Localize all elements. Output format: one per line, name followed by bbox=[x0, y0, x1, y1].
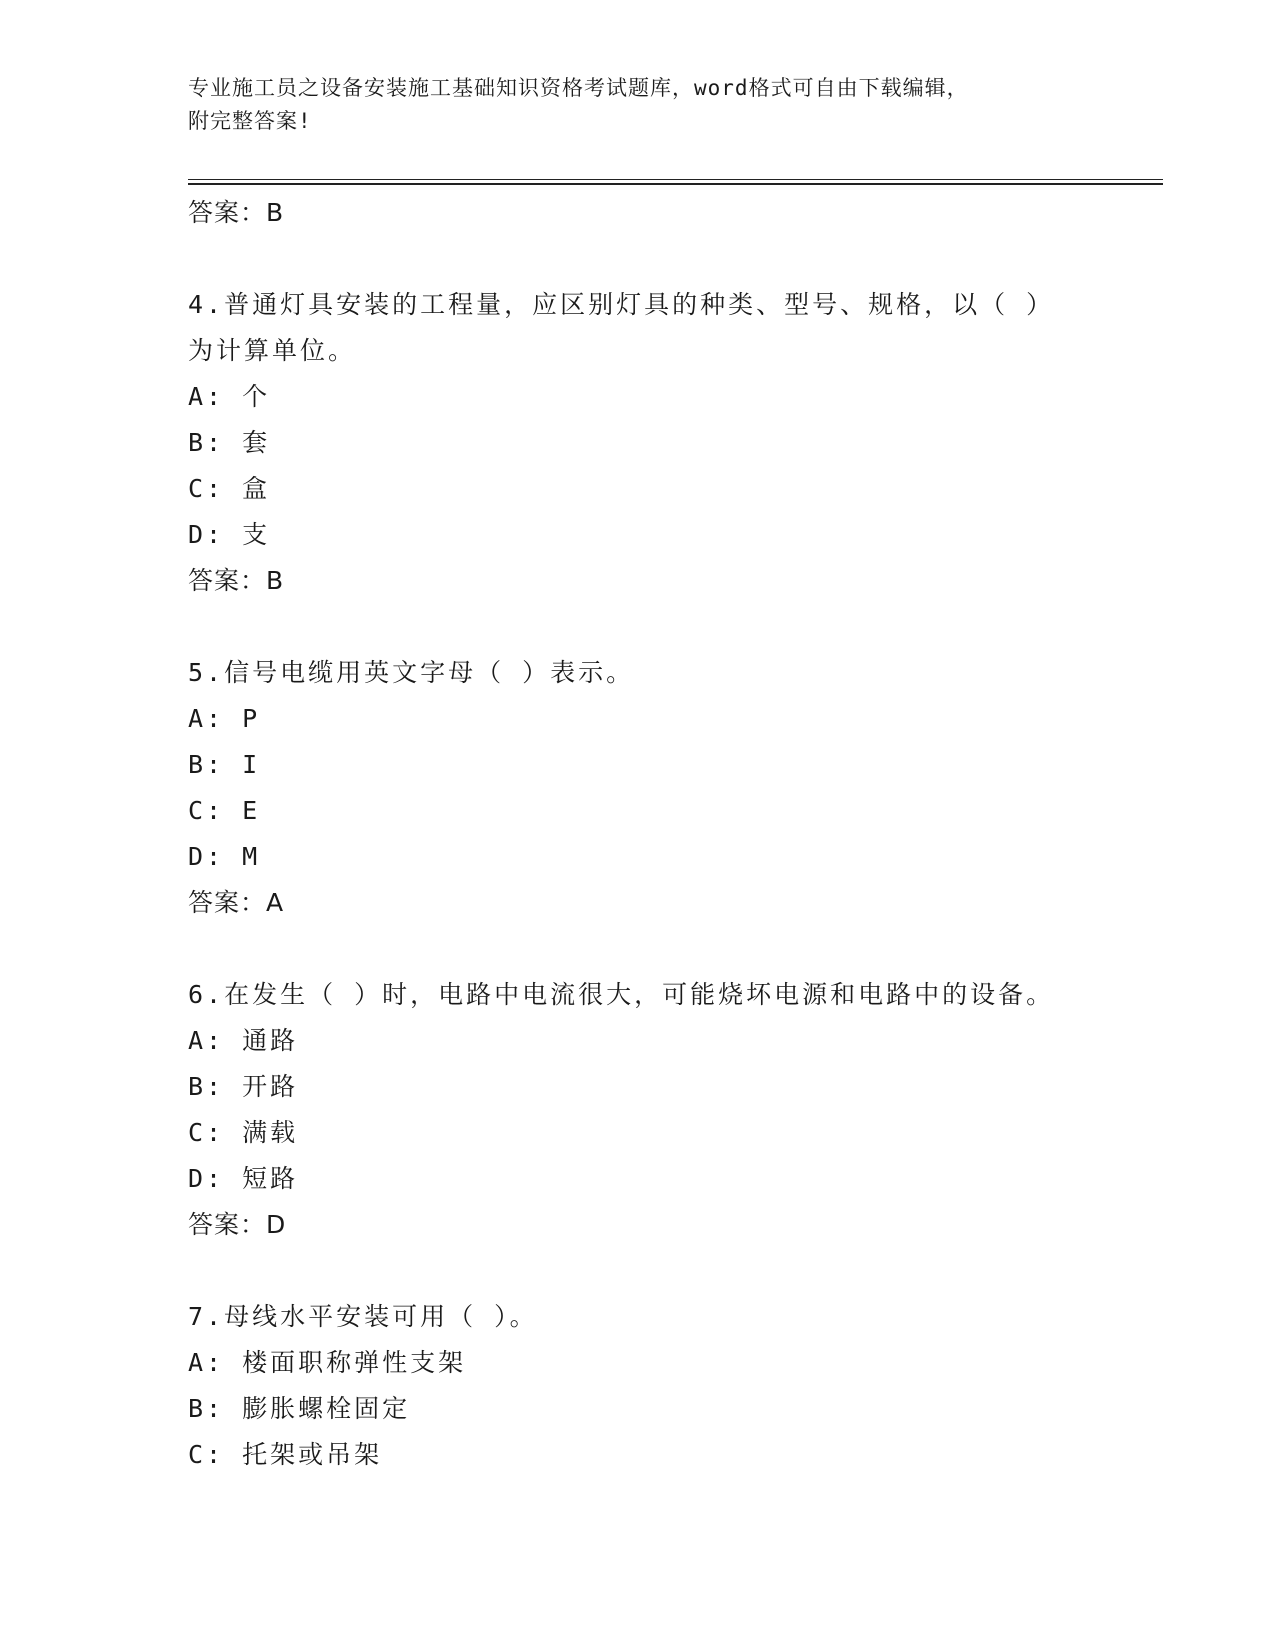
question-stem: 5.信号电缆用英文字母（ ）表示。 bbox=[188, 658, 635, 687]
header-divider-bottom bbox=[188, 183, 1163, 185]
option-b: B: I bbox=[188, 750, 261, 779]
question-4 bbox=[188, 282, 1163, 604]
question-answer: 答案：A bbox=[188, 888, 285, 917]
question-answer: 答案：B bbox=[188, 566, 285, 595]
option-a: A: 通路 bbox=[188, 1026, 299, 1055]
option-d: D: 短路 bbox=[188, 1164, 299, 1193]
header-divider-top bbox=[188, 179, 1163, 180]
previous-answer: 答案：B bbox=[188, 198, 285, 227]
option-d: D: 支 bbox=[188, 520, 271, 549]
option-b: B: 套 bbox=[188, 428, 271, 457]
option-a: A: 楼面职称弹性支架 bbox=[188, 1348, 467, 1377]
option-b: B: 开路 bbox=[188, 1072, 299, 1101]
question-stem: 6.在发生（ ）时，电路中电流很大，可能烧坏电源和电路中的设备。 bbox=[188, 980, 1055, 1009]
document-header bbox=[188, 72, 1088, 138]
option-c: C: 盒 bbox=[188, 474, 271, 503]
option-b: B: 膨胀螺栓固定 bbox=[188, 1394, 411, 1423]
question-stem: 7.母线水平安装可用（ ）。 bbox=[188, 1302, 538, 1331]
header-line-2: 附完整答案! bbox=[188, 109, 312, 133]
question-stem: 4.普通灯具安装的工程量，应区别灯具的种类、型号、规格，以（ ）为计算单位。 bbox=[188, 290, 1055, 365]
option-c: C: 托架或吊架 bbox=[188, 1440, 383, 1469]
question-answer: 答案：D bbox=[188, 1210, 287, 1239]
option-a: A: P bbox=[188, 704, 261, 733]
option-a: A: 个 bbox=[188, 382, 271, 411]
question-5 bbox=[188, 650, 1163, 926]
question-7 bbox=[188, 1294, 1163, 1478]
header-line-1: 专业施工员之设备安装施工基础知识资格考试题库，word格式可自由下载编辑， bbox=[188, 76, 969, 100]
document-body bbox=[188, 190, 1163, 1478]
question-6 bbox=[188, 972, 1163, 1248]
option-c: C: 满载 bbox=[188, 1118, 299, 1147]
option-c: C: E bbox=[188, 796, 261, 825]
option-d: D: M bbox=[188, 842, 261, 871]
